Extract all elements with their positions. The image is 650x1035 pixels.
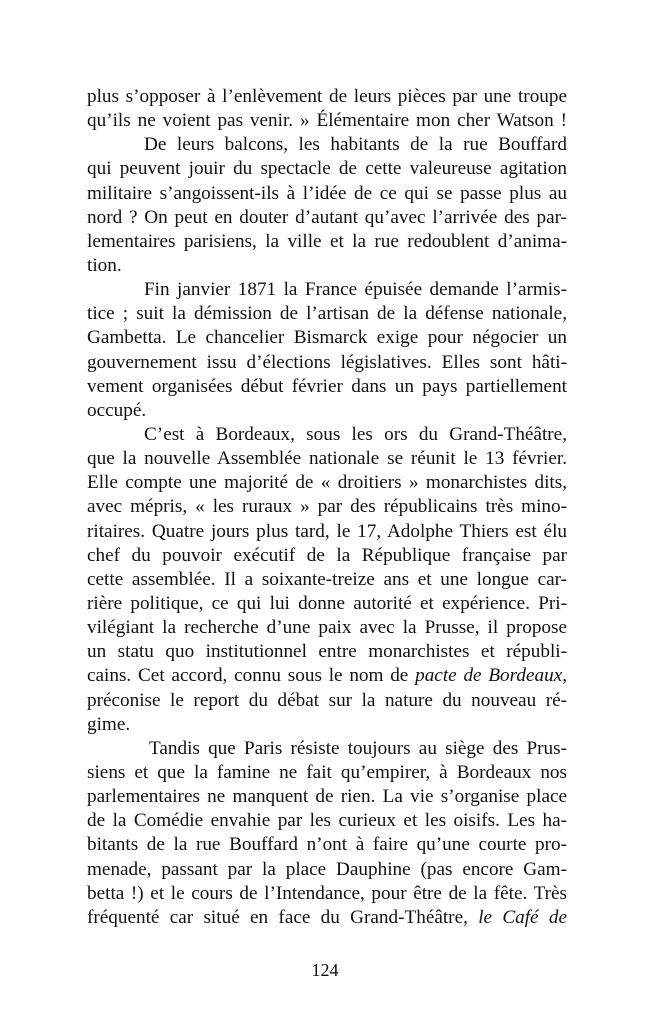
text-line-main: cette assemblée. Il a soixante-treize ans et une longue car- xyxy=(87,568,567,590)
text-line xyxy=(87,520,567,544)
text-line-main: rière politique, ce qui lui donne autorité et expérience. Pri- xyxy=(87,592,567,614)
text-line-main: Gambetta. Le chancelier Bismarck exige pour négocier un xyxy=(87,327,567,349)
text-line xyxy=(87,375,567,399)
page-body xyxy=(87,85,567,930)
text-line-main: parlementaires ne manquent de rien. La vie s’organise place xyxy=(87,786,567,808)
text-line-main: Elle compte une majorité de « droitiers » monarchistes dits, xyxy=(87,472,567,494)
text-line-main: Tandis que Paris résiste toujours au siège des Prus- xyxy=(149,737,567,759)
text-line-main: tion. xyxy=(87,254,122,276)
text-line xyxy=(87,809,567,833)
text-line-main: occupé. xyxy=(87,399,147,421)
text-line-main: siens et que la famine ne fait qu’empirer, à Bordeaux nos xyxy=(87,761,567,783)
text-line-main: fréquenté car situé en face du Grand-Théâtre, xyxy=(87,906,479,928)
text-line-main: vement organisées début février dans un pays partiellement xyxy=(87,375,567,397)
text-line xyxy=(87,133,567,157)
italic-text: pacte de Bordeaux xyxy=(415,665,563,687)
text-line xyxy=(87,423,567,447)
text-line-main: tice ; suit la démission de l’artisan de la défense nationale, xyxy=(87,303,567,325)
text-line xyxy=(87,568,567,592)
text-line xyxy=(87,254,567,278)
text-line-main: menade, passant par la place Dauphine (pas encore Gam- xyxy=(87,858,567,880)
text-line xyxy=(87,616,567,640)
text-line-main: cains. Cet accord, connu sous le nom de xyxy=(87,665,416,687)
text-line xyxy=(87,664,567,688)
page-number: 124 xyxy=(311,960,339,980)
text-line xyxy=(87,351,567,375)
text-line-main: qui peuvent jouir du spectacle de cette valeureuse agitation xyxy=(87,158,567,180)
text-line xyxy=(87,785,567,809)
text-line-main: qu’ils ne voient pas venir. » Élémentaire mon cher Watson ! xyxy=(87,110,567,132)
text-line-main: un statu quo institutionnel entre monarchistes et républi- xyxy=(87,641,567,663)
text-line xyxy=(87,906,567,930)
text-line xyxy=(87,737,567,761)
text-line-main: lementaires parisiens, la ville et la rue redoublent d’anima- xyxy=(87,230,567,252)
text-line xyxy=(87,157,567,181)
text-line xyxy=(87,689,567,713)
text-line-after: , xyxy=(562,665,568,687)
text-line xyxy=(87,278,567,302)
italic-text: le Café de xyxy=(478,906,567,928)
text-line-main: bitants de la rue Bouffard n’ont à faire qu’une courte pro- xyxy=(87,834,567,856)
text-line-main: C’est à Bordeaux, sous les ors du Grand-Théâtre, xyxy=(144,423,567,445)
text-line xyxy=(87,230,567,254)
text-line xyxy=(87,302,567,326)
text-line-main: chef du pouvoir exécutif de la République française par xyxy=(87,544,567,566)
text-line xyxy=(87,833,567,857)
text-line xyxy=(87,326,567,350)
text-line xyxy=(87,761,567,785)
text-line-main: vilégiant la recherche d’une paix avec la Prusse, il propose xyxy=(87,617,567,639)
text-line xyxy=(87,544,567,568)
text-line-main: gime. xyxy=(87,713,131,735)
text-line xyxy=(87,858,567,882)
text-line xyxy=(87,471,567,495)
text-line xyxy=(87,592,567,616)
text-line-main: De leurs balcons, les habitants de la rue Bouffard xyxy=(144,134,567,156)
text-line xyxy=(87,182,567,206)
text-line-main: préconise le report du débat sur la nature du nouveau ré- xyxy=(87,689,567,711)
text-line-main: Fin janvier 1871 la France épuisée demande l’armis- xyxy=(144,279,567,301)
text-line xyxy=(87,399,567,423)
text-line-main: avec mépris, « les ruraux » par des républicains très mino- xyxy=(87,496,567,518)
text-line xyxy=(87,109,567,133)
text-line xyxy=(87,713,567,737)
text-line-main: que la nouvelle Assemblée nationale se réunit le 13 février. xyxy=(87,448,567,470)
text-line xyxy=(87,85,567,109)
text-line-main: de la Comédie envahie par les curieux et les oisifs. Les ha- xyxy=(87,810,567,832)
text-line-main: nord ? On peut en douter d’autant qu’avec l’arrivée des par- xyxy=(87,206,567,228)
text-line xyxy=(87,640,567,664)
text-line-main: gouvernement issu d’élections législatives. Elles sont hâti- xyxy=(87,351,567,373)
text-line xyxy=(87,882,567,906)
text-line xyxy=(87,495,567,519)
text-line-main: betta !) et le cours de l’Intendance, pour être de la fête. Très xyxy=(87,882,567,904)
text-line-main: militaire s’angoissent-ils à l’idée de ce qui se passe plus au xyxy=(87,182,567,204)
text-line-main: ritaires. Quatre jours plus tard, le 17, Adolphe Thiers est élu xyxy=(87,520,567,542)
text-line xyxy=(87,447,567,471)
text-line xyxy=(87,206,567,230)
text-line-main: plus s’opposer à l’enlèvement de leurs pièces par une troupe xyxy=(87,86,567,107)
